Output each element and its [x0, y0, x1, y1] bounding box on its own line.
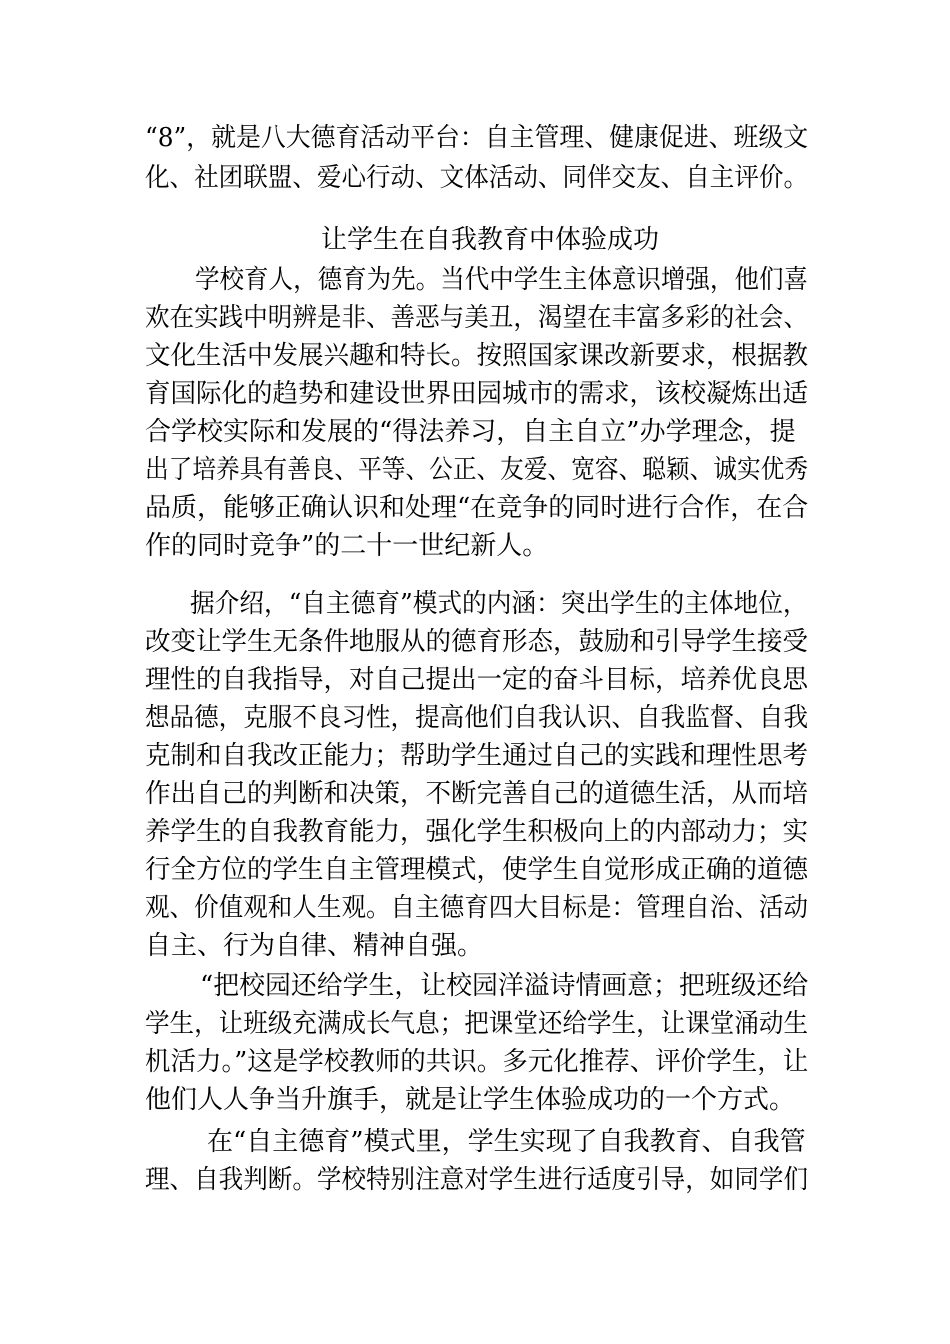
- paragraph-line: 观、价值观和人生观。自主德育四大目标是：管理自治、活动: [145, 893, 809, 923]
- paragraph-line: “8”，就是八大德育活动平台：自主管理、健康促进、班级文: [145, 123, 809, 153]
- paragraph-line: 学生，让班级充满成长气息；把课堂还给学生，让课堂涌动生: [145, 1009, 809, 1039]
- paragraph-line: 自主、行为自律、精神自强。: [145, 931, 484, 961]
- paragraph-line: 理性的自我指导，对自己提出一定的奋斗目标，培养优良思: [145, 665, 809, 695]
- paragraph-line: 合学校实际和发展的“得法养习，自主自立”办学理念，提: [145, 417, 796, 447]
- paragraph-line: 学校育人，德育为先。当代中学生主体意识增强，他们喜: [195, 265, 809, 295]
- paragraph-line: 文化生活中发展兴趣和特长。按照国家课改新要求，根据教: [145, 341, 809, 371]
- paragraph-line: 克制和自我改正能力；帮助学生通过自己的实践和理性思考: [145, 741, 809, 771]
- paragraph-line: 育国际化的趋势和建设世界田园城市的需求，该校凝炼出适: [145, 379, 809, 409]
- paragraph-line: 改变让学生无条件地服从的德育形态，鼓励和引导学生接受: [145, 627, 809, 657]
- paragraph-line: 出了培养具有善良、平等、公正、友爱、宽容、聪颖、诚实优秀: [145, 455, 809, 485]
- paragraph-line: 作的同时竞争”的二十一世纪新人。: [145, 531, 549, 561]
- paragraph-line: 欢在实践中明辨是非、善恶与美丑，渴望在丰富多彩的社会、: [145, 303, 809, 333]
- paragraph-line: 品质，能够正确认识和处理“在竞争的同时进行合作，在合: [145, 493, 809, 523]
- paragraph-line: 在“自主德育”模式里，学生实现了自我教育、自我管: [207, 1127, 806, 1157]
- paragraph-line: 理、自我判断。学校特别注意对学生进行适度引导，如同学们: [145, 1165, 809, 1195]
- paragraph-line: 想品德，克服不良习性，提高他们自我认识、自我监督、自我: [145, 703, 809, 733]
- paragraph-line: 他们人人争当升旗手，就是让学生体验成功的一个方式。: [145, 1085, 796, 1115]
- paragraph-line: 化、社团联盟、爱心行动、文体活动、同伴交友、自主评价。: [145, 163, 809, 193]
- paragraph-line: 据介绍，“自主德育”模式的内涵：突出学生的主体地位，: [190, 589, 808, 619]
- paragraph-line: 机活力。”这是学校教师的共识。多元化推荐、评价学生，让: [145, 1047, 809, 1077]
- paragraph-line: 行全方位的学生自主管理模式，使学生自觉形成正确的道德: [145, 855, 809, 885]
- section-title: 让学生在自我教育中体验成功: [320, 225, 659, 255]
- paragraph-line: 作出自己的判断和决策，不断完善自己的道德生活，从而培: [145, 779, 809, 809]
- paragraph-line: “把校园还给学生，让校园洋溢诗情画意；把班级还给: [200, 971, 809, 1001]
- paragraph-line: 养学生的自我教育能力，强化学生积极向上的内部动力；实: [145, 817, 809, 847]
